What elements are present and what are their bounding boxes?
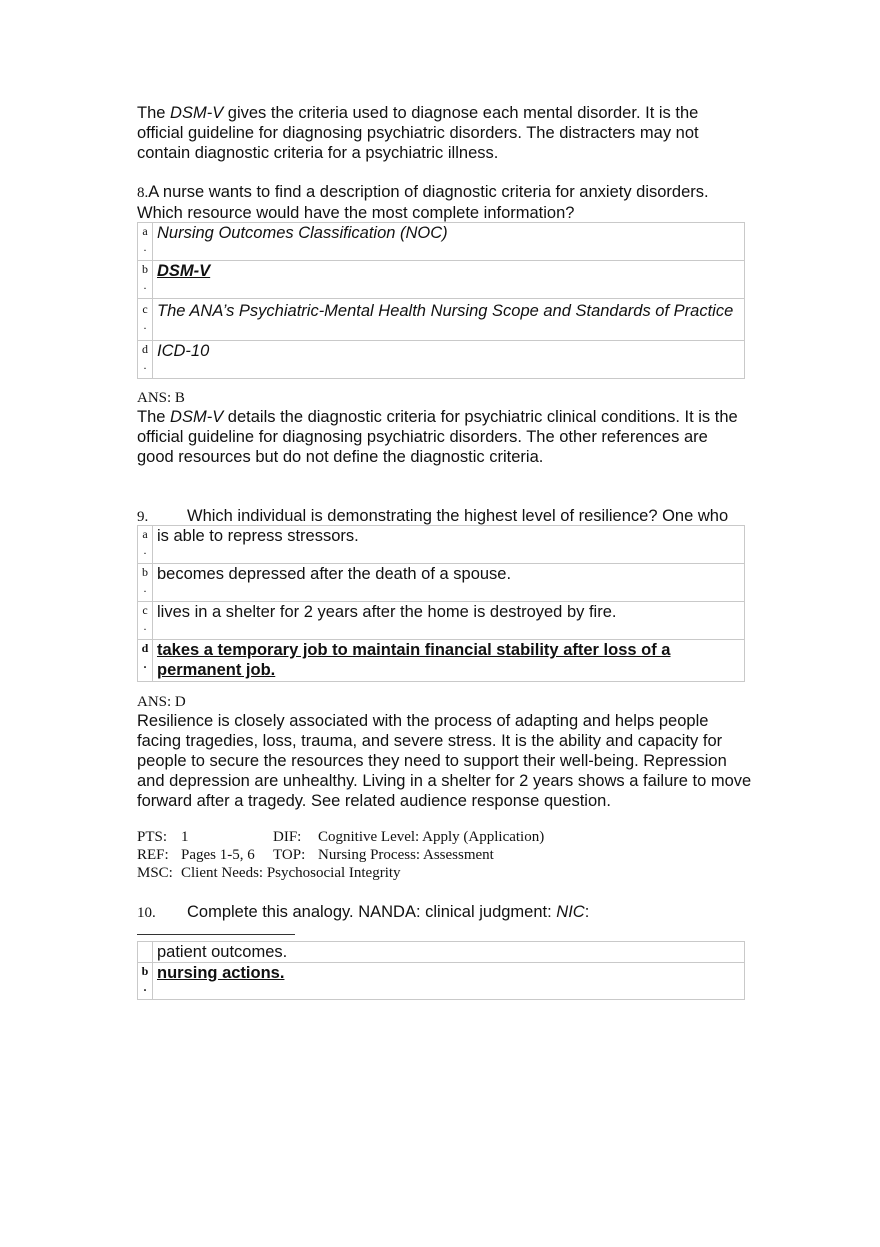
q9-option-a-text: is able to repress stressors. bbox=[153, 526, 745, 564]
q10-number: 10. bbox=[137, 905, 156, 921]
q8-option-b-text: DSM-V bbox=[153, 261, 745, 299]
q10-option-b[interactable]: b . nursing actions. bbox=[138, 963, 745, 1000]
q8-rationale: The DSM-V details the diagnostic criteria for psychiatric clinical conditions. It is the official guideline for diagnosing psychiatric disorders. The other references are good resources but do not define the diagnostic criteria. bbox=[137, 408, 738, 466]
q10-option-a[interactable] bbox=[138, 942, 745, 963]
q10-answer-blank bbox=[137, 934, 295, 935]
q10-options bbox=[137, 941, 745, 1000]
q9-meta-row-2: REF: Pages 1-5, 6 TOP: Nursing Process: Assessment bbox=[137, 847, 494, 863]
q9-option-d-text: takes a temporary job to maintain financial stability after loss of a permanent job. bbox=[153, 640, 745, 682]
q10-stem-term: NIC bbox=[556, 903, 585, 921]
q8-number: 8. bbox=[137, 185, 149, 201]
q8-option-d-text: ICD-10 bbox=[153, 341, 745, 379]
q9-option-b[interactable]: b . becomes depressed after the death of a spouse. bbox=[138, 564, 745, 602]
q8-answer: ANS: B bbox=[137, 390, 185, 406]
q9-options bbox=[137, 525, 745, 682]
intro-term: DSM-V bbox=[170, 104, 224, 122]
q8-option-c[interactable]: c . The ANA’s Psychiatric-Mental Health Nursing Scope and Standards of Practice bbox=[138, 299, 745, 341]
q9-answer: ANS: D bbox=[137, 694, 186, 710]
q9-meta-row-1: PTS: 1 DIF: Cognitive Level: Apply (Application) bbox=[137, 829, 545, 845]
q9-rationale: Resilience is closely associated with the process of adapting and helps people facing tragedies, loss, trauma, and severe stress. It is the ability and capacity for people to secure the resources they need to support their well-being. Repression and depression are unhealthy. Living in a shelter for 2 years shows a failure to move forward after a tragedy. See related audience response question. bbox=[137, 712, 752, 810]
q9-option-d[interactable]: d . takes a temporary job to maintain financial stability after loss of a permanent job. bbox=[138, 640, 745, 682]
q9-meta-row-3: MSC: Client Needs: Psychosocial Integrity bbox=[137, 865, 401, 881]
q8-option-b[interactable]: b . DSM-V bbox=[138, 261, 745, 299]
q8-option-a[interactable]: a . Nursing Outcomes Classification (NOC) bbox=[138, 223, 745, 261]
q8-options bbox=[137, 222, 745, 379]
q8-stem: 8.A nurse wants to find a description of diagnostic criteria for anxiety disorders. Which resource would have the most complete information? bbox=[137, 183, 709, 222]
q10-option-b-text: nursing actions. bbox=[153, 963, 745, 1000]
q8-option-d[interactable]: d . ICD-10 bbox=[138, 341, 745, 379]
q10-option-a-text: patient outcomes. bbox=[153, 942, 745, 963]
q8-option-c-text: The ANA’s Psychiatric-Mental Health Nursing Scope and Standards of Practice bbox=[153, 299, 745, 341]
q9-option-a[interactable]: a . is able to repress stressors. bbox=[138, 526, 745, 564]
q8-rationale-term: DSM-V bbox=[170, 408, 224, 426]
q9-option-c[interactable]: c . lives in a shelter for 2 years after the home is destroyed by fire. bbox=[138, 602, 745, 640]
q9-option-c-text: lives in a shelter for 2 years after the home is destroyed by fire. bbox=[153, 602, 745, 640]
q10-stem: 10. Complete this analogy. NANDA: clinical judgment: NIC: bbox=[137, 903, 590, 921]
intro-rationale: The DSM-V gives the criteria used to diagnose each mental disorder. It is the official guideline for diagnosing psychiatric disorders. The distracters may not contain diagnostic criteria for a psychiatric illness. bbox=[137, 104, 699, 162]
q9-stem: 9. Which individual is demonstrating the highest level of resilience? One who bbox=[137, 507, 729, 525]
q9-number: 9. bbox=[137, 509, 149, 525]
q8-option-a-text: Nursing Outcomes Classification (NOC) bbox=[153, 223, 745, 261]
q9-option-b-text: becomes depressed after the death of a spouse. bbox=[153, 564, 745, 602]
